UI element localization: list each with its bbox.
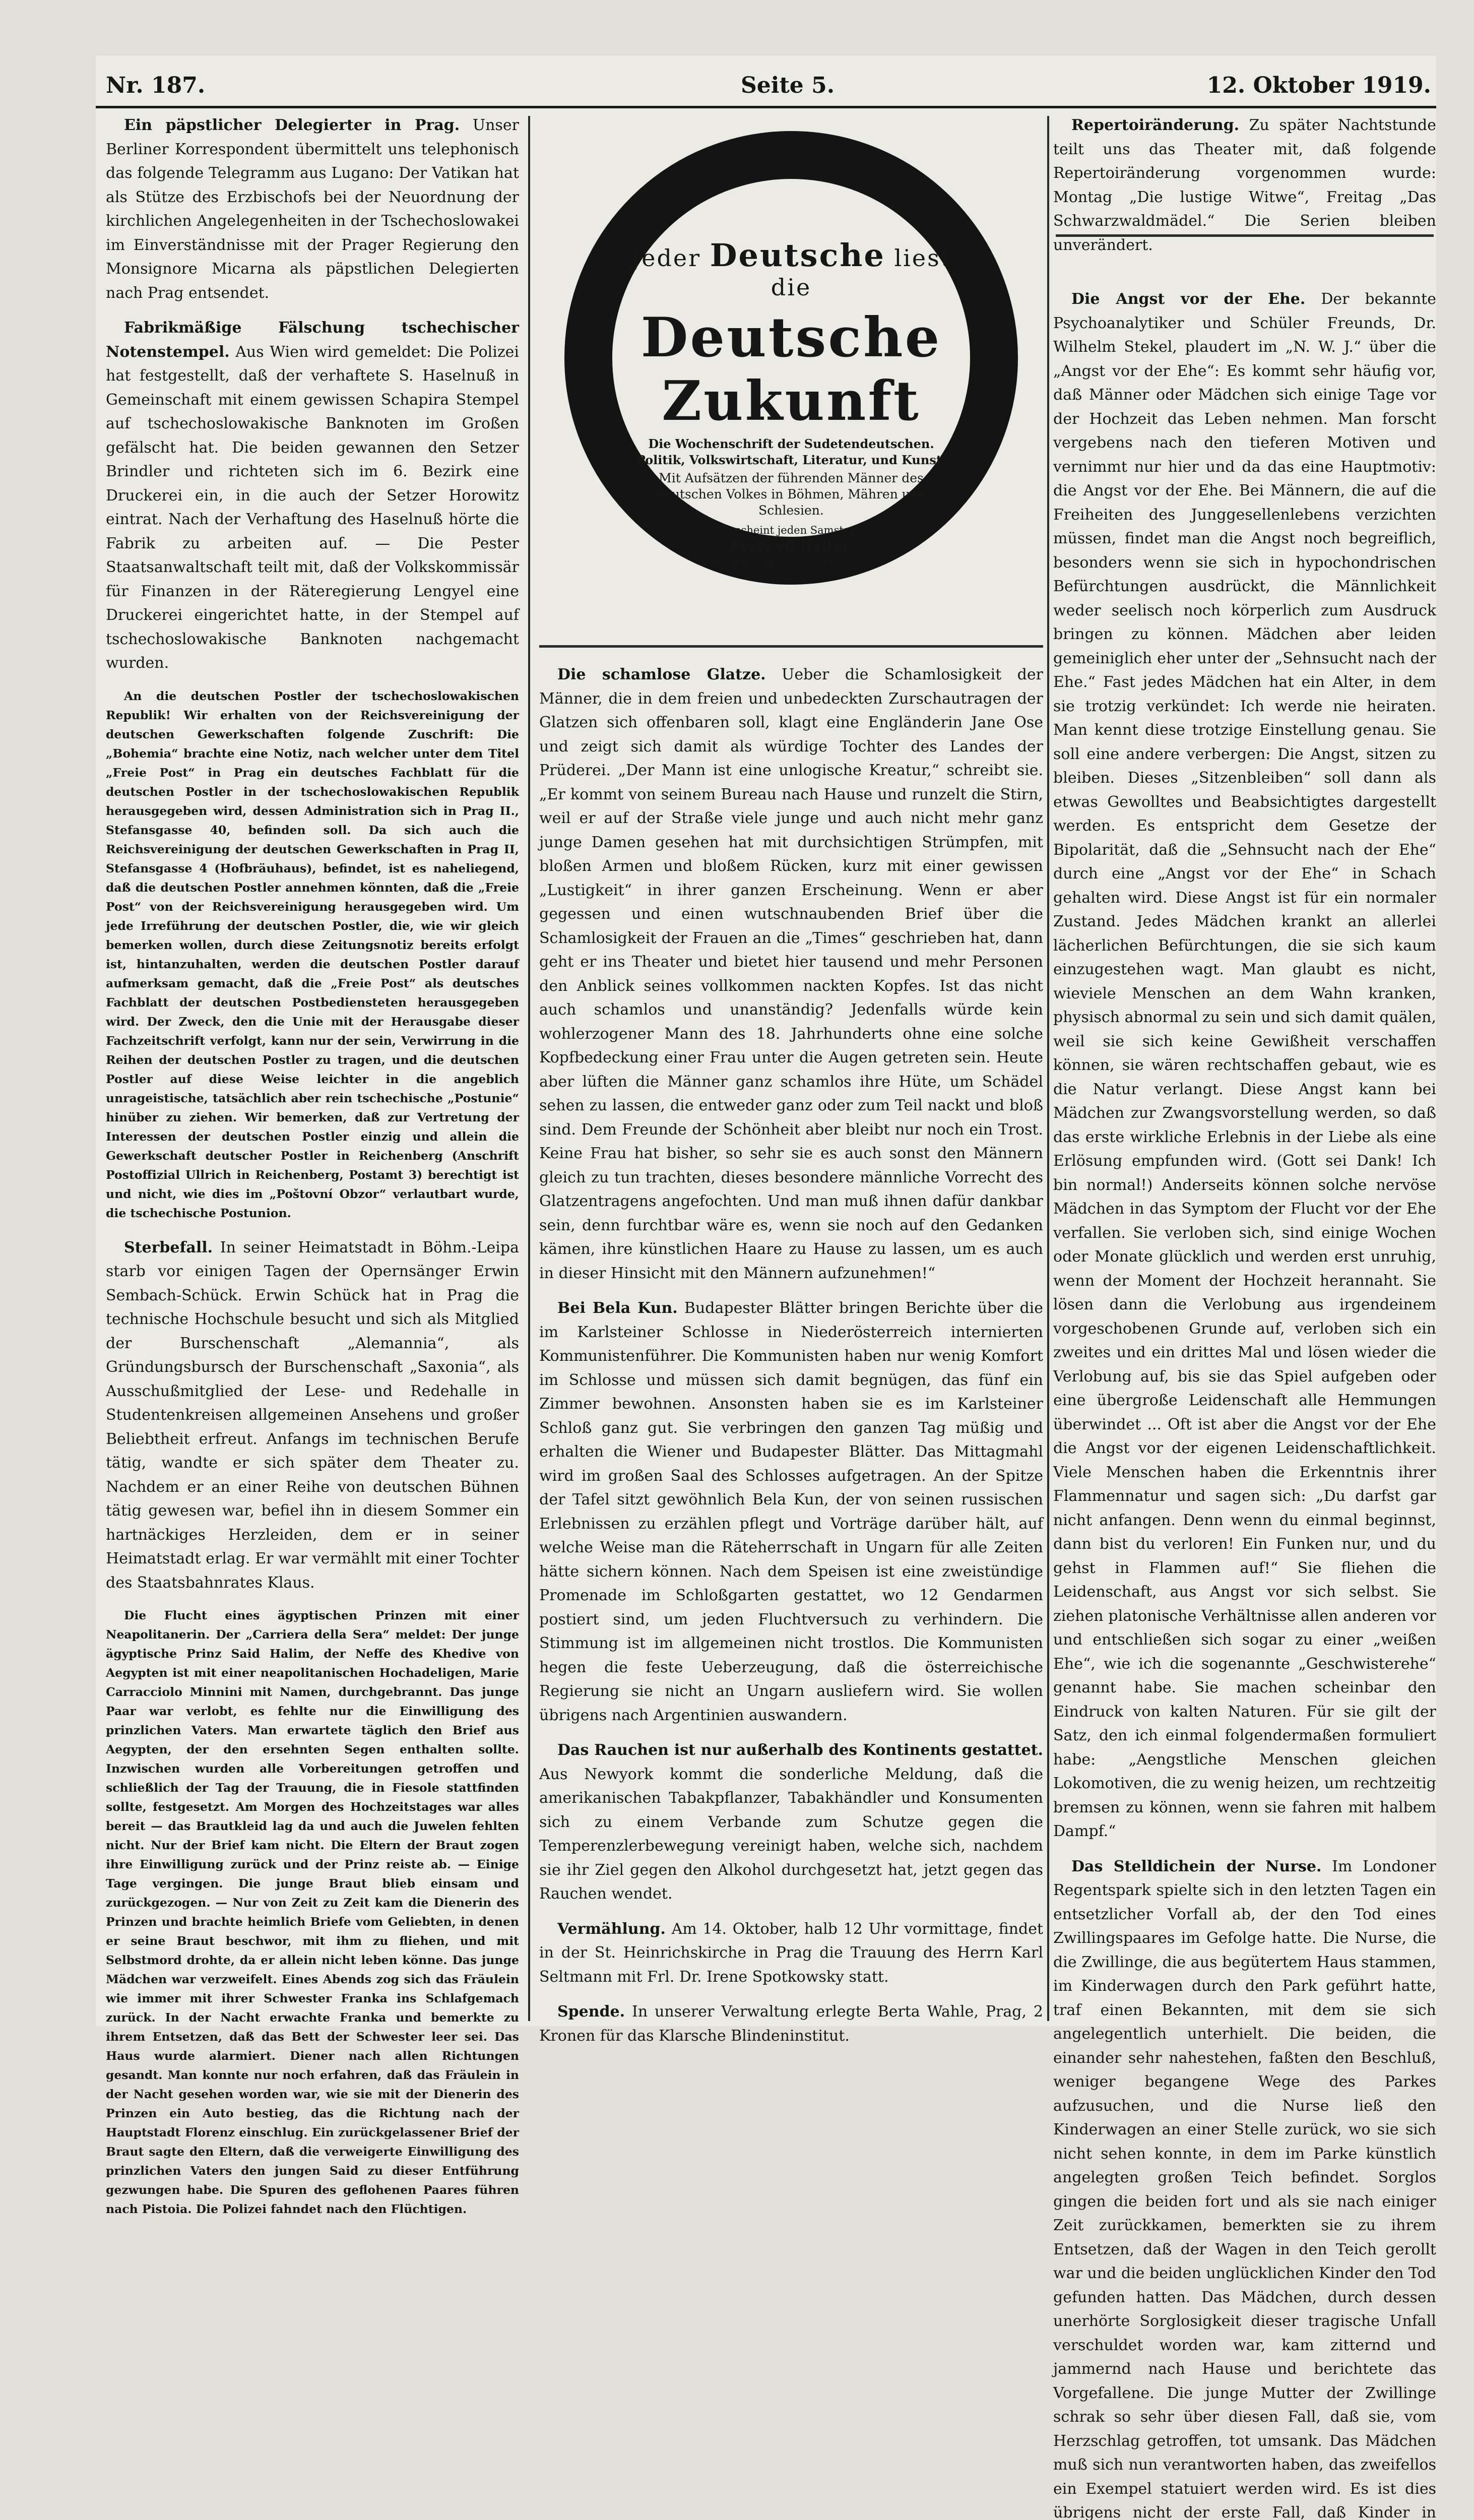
article-body: Aus Wien wird gemeldet: Die Polizei hat festgestellt, daß der verhaftete S. Haselnuß in Gemeinschaft mit einem gewissen Schapira Stempel auf tschechoslowakische Banknoten im Großen gefälscht hat. Die beiden gewannen den Setzer Brindler und richteten sich im 6. Bezirk eine Druckerei ein, in die auch der Setzer Horowitz eintrat. Nach der Verhaftung des Haselnuß hörte die Fabrik zu arbeiten auf. — Die Pester Staatsanwaltschaft teilt mit, daß der Volkskommissär für Finanzen in der Räteregierung Lengyel eine Druckerei eingerichtet hatte, in der Stempel auf tschechoslowakische Banknoten nachgemacht wurden. (106, 343, 519, 672)
article-body: Aus Newyork kommt die sonderliche Meldung, daß die amerikanischen Tabakpflanzer, Tabakhändler und Konsumenten sich zu einem Verbande zum Schutze gegen die Temperenzlerbewegung vereinigt haben, welche sich, nachdem sie ihr Ziel gegen den Alkohol durchgesetzt hat, jetzt gegen das Rauchen wendet. (539, 1766, 1043, 1903)
article-headline: Bei Bela Kun. (557, 1299, 678, 1317)
article (106, 686, 519, 1223)
article-body: In seiner Heimatstadt in Böhm.-Leipa starb vor einigen Tagen der Opernsänger Erwin Sembach-Schück. Erwin Schück hat in Prag die technische Hochschule besucht und sich als Mitglied der Burschenschaft „Alemannia“, als Gründungsbursch der Burschenschaft „Saxonia“, als Ausschußmitglied der Lese- und Redehalle in Studentenkreisen allgemeinen Ansehens und großer Beliebtheit erfreut. Anfangs im technischen Berufe tätig, wandte er sich später dem Theater zu. Nachdem er an einer Reihe von deutschen Bühnen tätig gewesen war, befiel ihn in diesem Sommer ein hartnäckiges Herzleiden, dem er in seiner Heimatstadt erlag. Er war vermählt mit einer Tochter des Staatsbahnrates Klaus. (106, 1239, 519, 1592)
article-body: Wir erhalten von der Reichsvereinigung der deutschen Gewerkschaften folgende Zuschrift: Die „Bohemia“ brachte eine Notiz, nach welcher unter dem Titel „Freie Post“ in Prag ein deutsches Fachblatt für die deutschen Postler in der tschechoslowakischen Republik herausgegeben wird, dessen Administration sich in Prag II., Stefansgasse 40, befinden soll. Da sich auch die Reichsvereinigung der deutschen Gewerkschaften in Prag II, Stefansgasse 4 (Hofbräuhaus), befindet, ist es naheliegend, daß die deutschen Postler annehmen könnten, daß die „Freie Post“ von der Reichsvereinigung herausgegeben wird. Um jede Irreführung der deutschen Postler, die, wie wir gleich bemerken wollen, durch diese Zeitungsnotiz bereits erfolgt ist, hintanzuhalten, werden die deutschen Postler darauf aufmerksam gemacht, daß die „Freie Post“ als deutsches Fachblatt der deutschen Postbediensteten herausgegeben wird. Der Zweck, den die Unie mit der Herausgabe dieser Fachzeitschrift verfolgt, kann nur der sein, Verwirrung in die Reihen der deutschen Postler zu tragen, und die deutschen Postler auf diese Weise leichter in die angeblich unrageistische, tatsächlich aber rein tschechische „Postunie“ hinüber zu ziehen. Wir bemerken, daß zur Vertretung der Interessen der deutschen Postler einzig und allein die Gewerkschaft deutscher Postler in Reichenberg (Anschrift Postoffizial Ullrich in Reichenberg, Postamt 3) berechtigt ist und nicht, wie dies im „Poštovní Obzor“ verlautbart wurde, die tschechische Postunion. (106, 708, 519, 1220)
ad-address: Verwaltung Prag I. Annahof. (625, 556, 957, 570)
ad-tagline-pre: Jeder (631, 244, 701, 272)
article-headline: Spende. (557, 2003, 625, 2021)
ad-title: Deutsche Zukunft (625, 306, 957, 433)
article-headline: Fabrikmäßige Fälschung tschechischer Notenstempel. (106, 319, 519, 361)
article-headline: Die Angst vor der Ehe. (1071, 290, 1305, 308)
column-2 (539, 663, 1043, 2059)
ad-schedule: Erscheint jeden Samstag. (625, 523, 957, 538)
ad-topics: Politik, Volkswirtschaft, Literatur, und Kunst. (625, 452, 957, 468)
ad-tagline-post: liest die (771, 244, 951, 301)
article (106, 113, 519, 305)
section-rule (539, 645, 1043, 648)
article (1053, 1855, 1436, 2520)
article-body: Der bekannte Psychoanalytiker und Schüler Freunds, Dr. Wilhelm Stekel, plaudert im „N. W. J.“ über die „Angst vor der Ehe“: Es kommt sehr häufig vor, daß Männer oder Mädchen sich einige Tage vor der Hochzeit das Leben nehmen. Man forscht vergebens nach den tieferen Motiven und vernimmt nur hier und da das eine Hauptmotiv: die Angst vor der Ehe. Bei Männern, die auf die Freiheiten des Junggesellenlebens verzichten müssen, findet man die Angst noch begreiflich, besonders wenn sie sich in hypochondrischen Befürchtungen ausdrückt, die Männlichkeit weder seelisch noch körperlich zum Ausdruck bringen zu können. Mädchen aber leiden gemeiniglich eher unter der „Sehnsucht nach der Ehe.“ Fast jedes Mädchen hat ein Alter, in dem sie trotzig verkündet: Ich werde nie heiraten. Man kennt diese trotzige Einstellung genau. Sie soll eine andere verbergen: Die Angst, sitzen zu bleiben. Dieses „Sitzenbleiben“ soll dann als etwas Gewolltes und Beabsichtigtes dargestellt werden. Es entspricht dem Gesetze der Bipolarität, daß die „Sehnsucht nach der Ehe“ durch eine „Angst vor der Ehe“ in Schach gehalten wird. Diese Angst ist für ein normaler Zustand. Jedes Mädchen krankt an allerlei lächerlichen Befürchtungen, die sie sich kaum einzugestehen wagt. Man glaubt es nicht, wieviele Menschen an dem Wahn kranken, physisch abnormal zu sein und sich damit quälen, weil sie sich keine Gewißheit verschaffen können, sie wären rechtschaffen gebaut, wie es die Natur verlangt. Diese Angst kann bei Mädchen zur Zwangsvorstellung werden, so daß das erste wirkliche Erlebnis in der Liebe als eine Erlösung empfunden wird. (Gott sei Dank! Ich bin normal!) Anderseits können solche nervöse Mädchen in das Symptom der Flucht vor der Ehe verfallen. Sie verloben sich, sind einige Wochen oder Monate glücklich und werden erst unruhig, wenn der Moment der Hochzeit herannaht. Sie lösen dann die Verlobung aus irgendeinem vorgeschobenen Grunde auf, verloben sich ein zweites und ein drittes Mal und lösen wieder die Verlobung auf, bis sie das Spiel aufgeben oder eine übergroße Leidenschaft alle Hemmungen überwindet ... Oft ist aber die Angst vor der Ehe die Angst vor der eigenen Leidenschaftlichkeit. Viele Menschen haben die Erkenntnis ihrer Flammennatur und sagen sich: „Du darfst gar nicht anfangen. Denn wenn du einmal beginnst, dann bist du verloren! Ein Funken nur, und du gehst in Flammen auf!“ Sie fliehen die Leidenschaft, aus Angst vor sich selbst. Sie ziehen platonische Verhältnisse allen anderen vor und entschließen sich sogar zu einer „weißen Ehe“, wie ich die sogenannte „Geschwisterehe“ genannt habe. Sie machen scheinbar den Eindruck von kalten Naturen. Für sie gilt der Satz, den ich einmal folgendermaßen formuliert habe: „Aengstliche Menschen gleichen Lokomotiven, die zu wenig heizen, um rechtzeitig bremsen zu können, wenn sie fahren mit halbem Dampf.“ (1053, 290, 1436, 1840)
ad-tagline-bold: Deutsche (710, 237, 885, 274)
ad-description: Mit Aufsätzen der führenden Männer des deutschen Volkes in Böhmen, Mähren und Schlesien. (625, 470, 957, 519)
article (539, 1917, 1043, 1989)
column-1 (106, 113, 519, 2232)
article-body: Im Londoner Regentspark spielte sich in den letzten Tagen ein entsetzlicher Vorfall ab, der den Tod eines Zwillingspaares im Gefolge hatte. Die Nurse, die die Zwillinge, die aus begütertem Haus stammen, im Kinderwagen durch den Park geführt hatte, traf einen Bekannten, mit dem sie sich angelegentlich unterhielt. Die beiden, die einander sehr nahestehen, faßten den Beschluß, weniger begangene Wege des Parkes aufzusuchen, und die Nurse ließ den Kinderwagen an einer Stelle zurück, wo sie sich nicht sehen konnte, in dem im Parke künstlich angelegten großen Teich befindet. Sorglos gingen die beiden fort und als sie nach einiger Zeit zurückkamen, bemerkten sie zu ihrem Entsetzen, daß der Wagen in den Teich gerollt war und die beiden unglücklichen Kinder den Tod gefunden hatten. Das Mädchen, durch dessen unerhörte Sorglosigkeit dieser tragische Unfall verschuldet worden war, kam zitternd und jammernd nach Hause und berichtete das Vorgefallene. Die junge Mutter der Zwillinge schrak so sehr über diesen Fall, daß sie, vom Herzschlag getroffen, tot umsank. Das Mädchen muß sich nun verantworten haben, das zweifellos ein Exempel statuiert werden wird. Es ist dies übrigens nicht der erste Fall, daß Kinder in (1053, 1858, 1436, 2520)
page-number: Seite 5. (741, 73, 835, 98)
article (539, 663, 1043, 1285)
article-headline: Sterbefall. (124, 1239, 213, 1256)
article (1053, 113, 1436, 257)
article-headline: Vermählung. (557, 1920, 666, 1938)
article (106, 1236, 519, 1595)
page-header (96, 71, 1436, 108)
article-body: Ueber die Schamlosigkeit der Männer, die in dem freien und unbedeckten Zurschautragen der Glatzen sich offenbaren soll, klagt eine Engländerin Jane Ose und zeigt sich damit als würdige Tochter des Landes der Prüderei. „Der Mann ist eine unlogische Kreatur,“ schreibt sie. „Er kommt von seinem Bureau nach Hause und runzelt die Stirn, weil er auf der Straße viele junge und auch nicht mehr ganz junge Damen gesehen hat mit durchsichtigen Strümpfen, mit bloßen Armen und bloßem Rücken, kurz mit einer gewissen „Lustigkeit“ in ihrer ganzen Erscheinung. Wenn er aber gegessen und einen wutschnaubenden Brief über die Schamlosigkeit der Frauen an die „Times“ geschrieben hat, dann geht er ins Theater und bietet hier tausend und mehr Personen den Anblick seines vollkommen nackten Kopfes. Ist das nicht auch schamlos und unanständig? Jedenfalls würde kein wohlerzogener Mann des 18. Jahrhunderts ohne eine solche Kopfbedeckung einer Frau unter die Augen getreten sein. Heute aber lüften die Männer ganz schamlos ihre Hüte, um Schädel sehen zu lassen, die entweder ganz oder zum Teil nackt und bloß sind. Dem Freunde der Schönheit aber bleibt nur noch ein Trost. Keine Frau hat bisher, so sehr sie es auch sonst den Männern gleich zu tun trachten, dieses besondere männliche Vorrecht des Glatzentragens angefochten. Und man muß ihnen dafür dankbar sein, denn furchtbar wäre es, wenn sie noch auf den Gedanken kämen, ihre künstlichen Haare zu Hause zu lassen, um es auch in dieser Hinsicht mit den Männern aufzunehmen!“ (539, 666, 1043, 1282)
article (1053, 287, 1436, 1844)
article-headline: Das Rauchen ist nur außerhalb des Kontinents gestattet. (557, 1741, 1043, 1759)
article (106, 1606, 519, 2219)
article-headline: Ein päpstlicher Delegierter in Prag. (124, 116, 460, 134)
article-body: Zu später Nachtstunde teilt uns das Theater mit, daß folgende Repertoiränderung vorgenommen wurde: Montag „Die lustige Witwe“, Freitag „Das Schwarzwaldmädel.“ Die Serien bleiben unverändert. (1053, 116, 1436, 254)
article-headline: Repertoiränderung. (1071, 116, 1239, 134)
column-3 (1053, 113, 1436, 2520)
article-body: Budapester Blätter bringen Berichte über die im Karlsteiner Schlosse in Niederösterreich internierten Kommunistenführer. Die Kommunisten haben nur wenig Komfort im Schlosse und müssen sich damit begnügen, das fünf ein Zimmer bewohnen. Ansonsten haben sie es im Karlsteiner Schloß ganz gut. Sie verbringen den ganzen Tag müßig und erhalten die Wiener und Budapester Blätter. Das Mittagmahl wird im großen Saal des Schlosses aufgetragen. An der Spitze der Tafel sitzt gewöhnlich Bela Kun, der von seinen russischen Erlebnissen zu erzählen pflegt und Vorträge darüber hält, auf welche Weise man die Räteherrschaft in Ungarn für alle Zeiten hätte sichern können. Nach dem Speisen ist eine zweistündige Promenade im Schloßgarten gestattet, wo 12 Gendarmen postiert sind, um jeden Fluchtversuch zu verhindern. Die Stimmung ist im allgemeinen nicht trostlos. Die Kommunisten hegen die feste Ueberzeugung, daß die österreichische Regierung sie nicht an Ungarn ausliefern wird. Sie wollen übrigens nach Argentinien auswandern. (539, 1299, 1043, 1724)
ad-content (625, 237, 957, 570)
ad-tagline (625, 237, 957, 301)
column-rule-right (1047, 116, 1049, 2021)
article (539, 1738, 1043, 1906)
small-print-block (106, 686, 519, 1223)
issue-number: Nr. 187. (106, 73, 205, 98)
article (539, 1296, 1043, 1727)
article-headline: Die Flucht eines ägyptischen Prinzen mit einer Neapolitanerin. (106, 1608, 519, 1642)
article (539, 2000, 1043, 2048)
article-body: Unser Berliner Korrespondent übermittelt uns telephonisch das folgende Telegramm aus Lugano: Der Vatikan hat als Stütze des Erzbischofs bei der Neuordnung der kirchlichen Angelegenheiten in der Tschechoslowakei im Einverständnisse mit der Prager Regierung den Monsignore Micarna als päpstlichen Delegierten nach Prag entsendet. (106, 116, 519, 302)
issue-date: 12. Oktober 1919. (1207, 73, 1431, 98)
column-rule-left (528, 116, 530, 2021)
ad-subtitle: Die Wochenschrift der Sudetendeutschen. (625, 436, 957, 452)
article-headline: An die deutschen Postler der tschechoslowakischen Republik! (106, 689, 519, 722)
article-body: Am 14. Oktober, halb 12 Uhr vormittage, findet in der St. Heinrichskirche in Prag die Trauung des Herrn Karl Seltmann mit Frl. Dr. Irene Spotkowsky statt. (539, 1920, 1043, 1986)
article-body: In unserer Verwaltung erlegte Berta Wahle, Prag, 2 Kronen für das Klarsche Blindeninstitut. (539, 2003, 1043, 2045)
article-headline: Das Stelldichein der Nurse. (1071, 1858, 1321, 1875)
small-print-block (106, 1606, 519, 2219)
ad-price: Preis 60 Heller. (625, 538, 957, 556)
article-headline: Die schamlose Glatze. (557, 666, 766, 683)
newspaper-page (96, 55, 1436, 2026)
article (106, 316, 519, 675)
advertisement (564, 131, 1018, 585)
article-body: Der „Carriera della Sera“ meldet: Der junge ägyptische Prinz Said Halim, der Neffe des Khedive von Aegypten ist mit einer neapolitanischen Hochadeligen, Marie Carracciolo Minnini mit Namen, durchgebrannt. Das junge Paar war verlobt, es fehlte nur die Einwilligung des prinzlichen Vaters. Man erwartete täglich den Brief aus Aegypten, der den ersehnten Segen enthalten sollte. Inzwischen wurden alle Vorbereitungen getroffen und schließlich der Tag der Trauung, die in Fiesole stattfinden sollte, festgesetzt. Am Morgen des Hochzeitstages war alles bereit — das Brautkleid lag da und auch die Juwelen fehlten nicht. Nur der Brief kam nicht. Die Eltern der Braut zogen ihre Einwilligung zurück und der Prinz reiste ab. — Einige Tage vergingen. Die junge Braut blieb einsam und zurückgezogen. — Nur von Zeit zu Zeit kam die Dienerin des Prinzen und brachte heimlich Briefe vom Geliebten, in denen er seine Braut beschwor, mit ihm zu fliehen, und mit Selbstmord drohte, da er allein nicht leben könne. Das junge Mädchen war verzweifelt. Eines Abends zog sich das Fräulein wie immer mit ihrer Schwester Franka ins Schlafgemach zurück. In der Nacht erwachte Franka und bemerkte zu ihrem Entsetzen, daß das Bett der Schwester leer sei. Das Haus wurde alarmiert. Diener nach allen Richtungen gesandt. Man konnte nur noch erfahren, daß das Fräulein in der Nacht gesehen worden war, wie sie mit der Dienerin des Prinzen ein Auto bestieg, das die Richtung nach der Hauptstadt Florenz einschlug. Ein zurückgelassener Brief der Braut sagte den Eltern, daß die verweigerte Einwilligung des prinzlichen Vaters den jungen Said zu dieser Entführung gezwungen habe. Die Spuren des geflohenen Paares führen nach Pistoia. Die Polizei fahndet nach den Flüchtigen. (106, 1627, 519, 2216)
